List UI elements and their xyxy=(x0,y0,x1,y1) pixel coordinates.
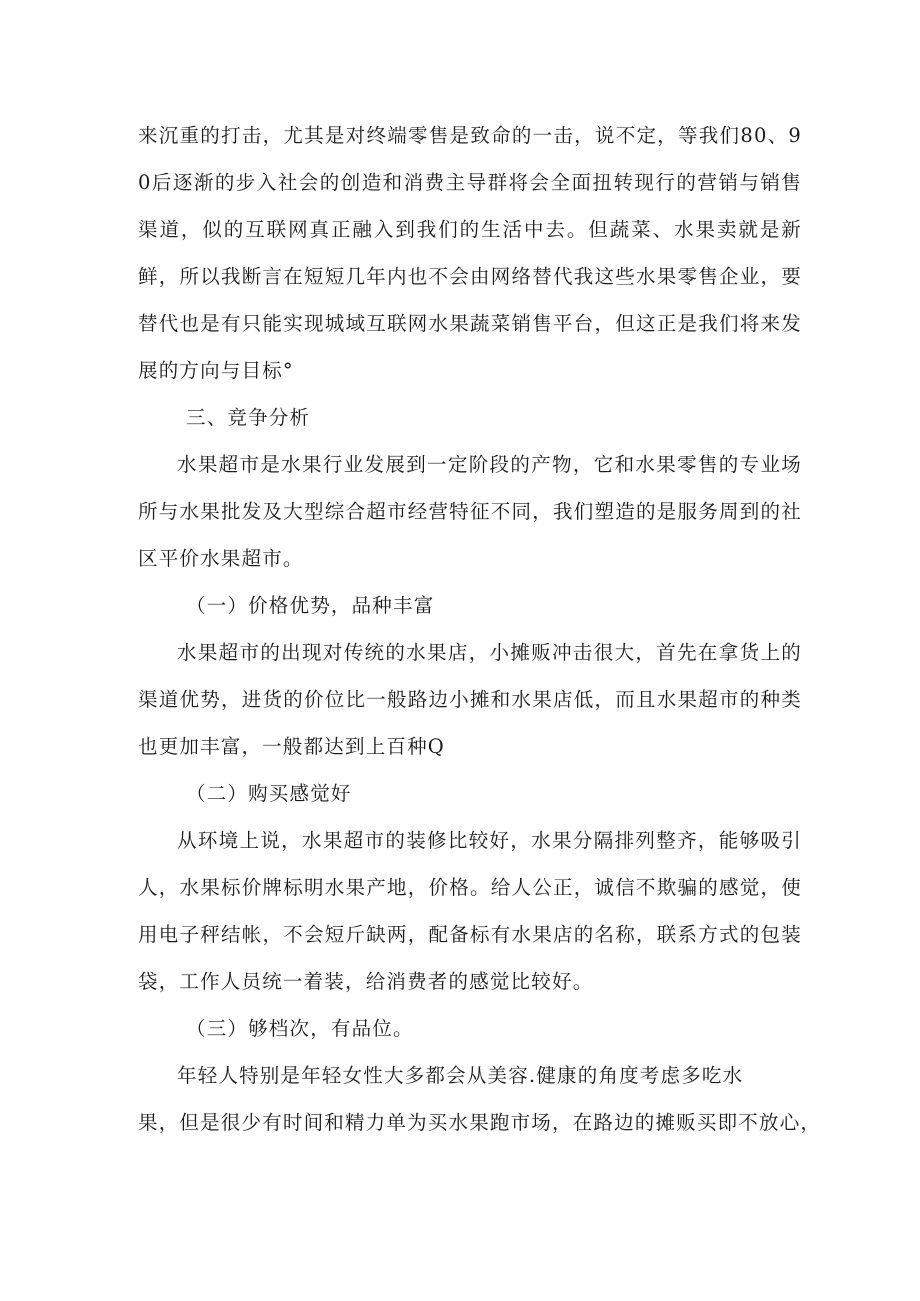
section-heading-competition: 三、竞争分析 xyxy=(186,406,311,429)
paragraph-shopping-experience: 从环境上说，水果超市的装修比较好，水果分隔排列整齐，能够吸引人，水果标价牌标明水果产地，价格。给人公正，诚信不欺骗的感觉，使用电子秤结帐，不会短斤缺两，配备标有水果店的名称，联系方式的包装袋，工作人员统一着装，给消费者的感觉比较好。 xyxy=(138,829,802,993)
paragraph-line: 年轻人特别是年轻女性大多都会从美容.健康的角度考虑多吃水 xyxy=(177,1064,744,1087)
subheading-price-advantage: （一）价格优势，品种丰富 xyxy=(186,594,435,617)
subheading-shopping-experience: （二）购买感觉好 xyxy=(186,782,352,805)
paragraph-continued: 来沉重的打击，尤其是对终端零售是致命的一击，说不定，等我们80、90后逐渐的步入社会的创造和消费主导群将会全面扭转现行的营销与销售渠道，似的互联网真正融入到我们的生活中去。但蔬菜、水果卖就是新鲜，所以我断言在短短几年内也不会由网络替代我这些水果零售企业，要替代也是有只能实现城域互联网水果蔬菜销售平台，但这正是我们将来发展的方向与目标° xyxy=(138,124,802,382)
subheading-quality-taste: （三）够档次，有品位。 xyxy=(186,1017,414,1040)
document-body xyxy=(138,112,822,1146)
paragraph-competition-intro: 水果超市是水果行业发展到一定阶段的产物，它和水果零售的专业场所与水果批发及大型综合超市经营特征不同，我们塑造的是服务周到的社区平价水果超市。 xyxy=(138,453,802,570)
paragraph-price-advantage: 水果超市的出现对传统的水果店，小摊贩冲击很大，首先在拿货上的渠道优势，进货的价位比一般路边小摊和水果店低，而且水果超市的种类也更加丰富，一般都达到上百种Q xyxy=(138,641,802,758)
paragraph-line: 果，但是很少有时间和精力单为买水果跑市场，在路边的摊贩买即不放心， xyxy=(138,1111,822,1134)
paragraph-quality-taste xyxy=(138,1052,822,1146)
